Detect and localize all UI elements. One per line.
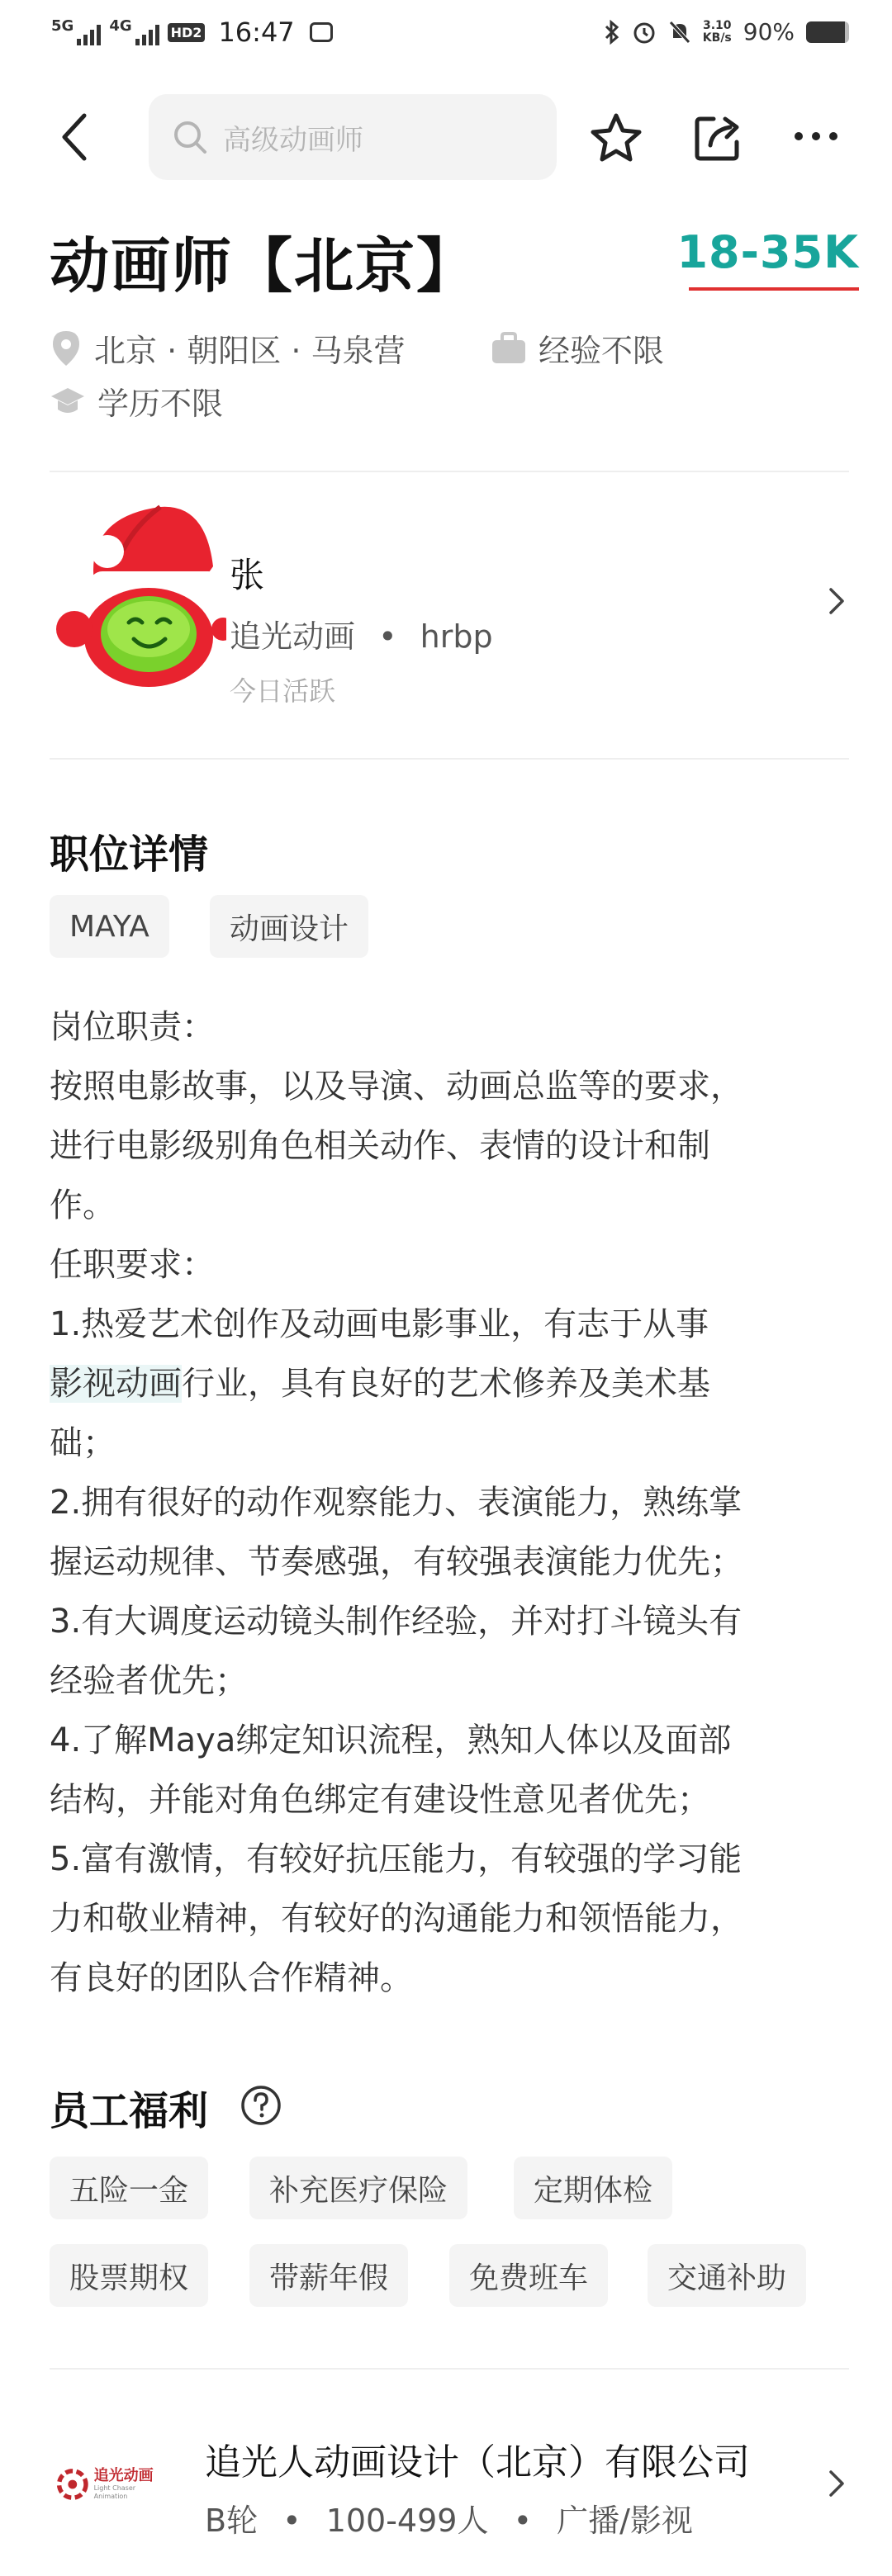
status-left	[51, 17, 333, 48]
benefit-tag: 股票期权	[50, 2244, 208, 2307]
company-logo	[56, 2464, 164, 2505]
hd-voice-badge: HD2	[168, 23, 206, 42]
network-speed-unit: KB/s	[702, 31, 732, 45]
recruiter-company-role	[230, 611, 493, 656]
job-experience	[491, 325, 664, 371]
chevron-right-icon	[828, 2469, 846, 2498]
description-line: 进行电影级别角色相关动作、表情的设计和制	[50, 1127, 710, 1165]
description-line	[50, 1357, 710, 1404]
bluetooth-icon	[604, 20, 620, 45]
description-line: 结构，并能对角色绑定有建设性意见者优先；	[50, 1781, 710, 1819]
description-line: 握运动规律、节奏感强，有较强表演能力优先；	[50, 1543, 743, 1581]
company-logo-mark-icon	[56, 2466, 89, 2503]
description-line: 任职要求：	[50, 1246, 215, 1284]
signal-4g-label: 4G	[109, 17, 132, 35]
graduation-cap-icon	[50, 385, 86, 418]
search-icon	[172, 119, 208, 155]
company-info	[205, 2495, 693, 2540]
star-icon[interactable]	[590, 112, 643, 163]
top-nav	[0, 91, 892, 182]
benefit-tag: 交通补助	[648, 2244, 806, 2307]
company-logo-subtext: Light Chaser Animation	[93, 2484, 136, 2500]
network-speed-value: 3.10	[703, 18, 732, 32]
recruiter-name: 张	[230, 555, 265, 595]
description-line: 1.热爱艺术创作及动画电影事业，有志于从事	[50, 1305, 709, 1343]
location-pin-icon	[50, 329, 83, 367]
benefit-tag: 补充医疗保险	[249, 2157, 467, 2219]
description-line: 按照电影故事，以及导演、动画总监等的要求，	[50, 1068, 743, 1106]
recruiter-role: hrbp	[420, 618, 493, 655]
salary: 18-35K	[676, 226, 859, 278]
company-size: 100-499人	[325, 2503, 489, 2539]
description-text: 行业，具有良好的艺术修养及美术基	[182, 1365, 710, 1403]
description-line: 5.富有激情，有较好抗压能力，有较强的学习能	[50, 1840, 743, 1878]
benefit-tag: 五险一金	[50, 2157, 208, 2219]
highlighted-keyword[interactable]: 影视动画	[50, 1365, 182, 1403]
status-time: 16:47	[218, 17, 295, 48]
section-title-details: 职位详情	[50, 831, 209, 878]
description-line: 岗位职责：	[50, 1008, 215, 1046]
description-line: 力和敬业精神，有较好的沟通能力和领悟能力，	[50, 1900, 743, 1938]
benefit-tag: 定期体检	[514, 2157, 672, 2219]
help-icon[interactable]	[240, 2084, 282, 2127]
divider	[50, 758, 849, 760]
description-line: 有良好的团队合作精神。	[50, 1959, 413, 1997]
separator-dot: •	[378, 618, 397, 655]
battery-percent: 90%	[743, 18, 795, 45]
signal-bars-icon	[77, 24, 101, 45]
job-title: 动画师【北京】	[50, 231, 478, 301]
benefit-tag: 免费班车	[449, 2244, 608, 2307]
skill-tag: MAYA	[50, 895, 169, 958]
recruiter-company: 追光动画	[230, 618, 356, 655]
company-industry: 广播/影视	[557, 2503, 693, 2539]
search-placeholder: 高级动画师	[223, 123, 363, 157]
mute-bell-icon	[668, 20, 691, 45]
app-notification-icon	[310, 22, 333, 42]
separator-dot: •	[513, 2503, 532, 2539]
status-right	[604, 18, 849, 45]
search-bar[interactable]	[149, 94, 557, 180]
alarm-icon	[632, 20, 657, 45]
status-bar	[0, 0, 892, 69]
skill-tag: 动画设计	[210, 895, 368, 958]
divider	[50, 2368, 849, 2370]
description-line: 作。	[50, 1186, 116, 1224]
location-text: 北京 · 朝阳区 · 马泉营	[94, 333, 406, 369]
signal-4g	[109, 19, 159, 45]
avatar	[36, 492, 226, 690]
company-stage: B轮	[205, 2503, 259, 2539]
more-icon[interactable]	[793, 130, 839, 142]
salary-underline	[689, 287, 859, 291]
company-logo-text: 追光动画	[93, 2467, 154, 2484]
description-line: 经验者优先；	[50, 1662, 248, 1700]
job-education	[50, 378, 223, 424]
battery-icon	[806, 21, 849, 43]
share-icon[interactable]	[692, 112, 743, 163]
description-line: 2.拥有很好的动作观察能力、表演能力，熟练掌	[50, 1484, 743, 1522]
chevron-right-icon	[828, 586, 846, 616]
divider	[50, 471, 849, 472]
briefcase-icon	[491, 332, 527, 365]
description-line: 础；	[50, 1424, 116, 1462]
education-text: 学历不限	[97, 386, 224, 422]
signal-bars-icon	[135, 24, 159, 45]
company-name: 追光人动画设计（北京）有限公司	[205, 2441, 750, 2484]
description-line: 3.有大调度运动镜头制作经验，并对打斗镜头有	[50, 1603, 743, 1641]
signal-5g-label: 5G	[51, 17, 74, 35]
section-title-benefits: 员工福利	[50, 2088, 209, 2134]
signal-5g	[51, 19, 101, 45]
benefit-tag: 带薪年假	[249, 2244, 408, 2307]
recruiter-activity: 今日活跃	[230, 675, 336, 707]
experience-text: 经验不限	[539, 333, 665, 369]
job-location	[50, 325, 405, 371]
description-line: 4.了解Maya绑定知识流程，熟知人体以及面部	[50, 1721, 732, 1759]
back-icon[interactable]	[58, 112, 91, 162]
separator-dot: •	[282, 2503, 301, 2539]
network-speed	[703, 20, 732, 45]
